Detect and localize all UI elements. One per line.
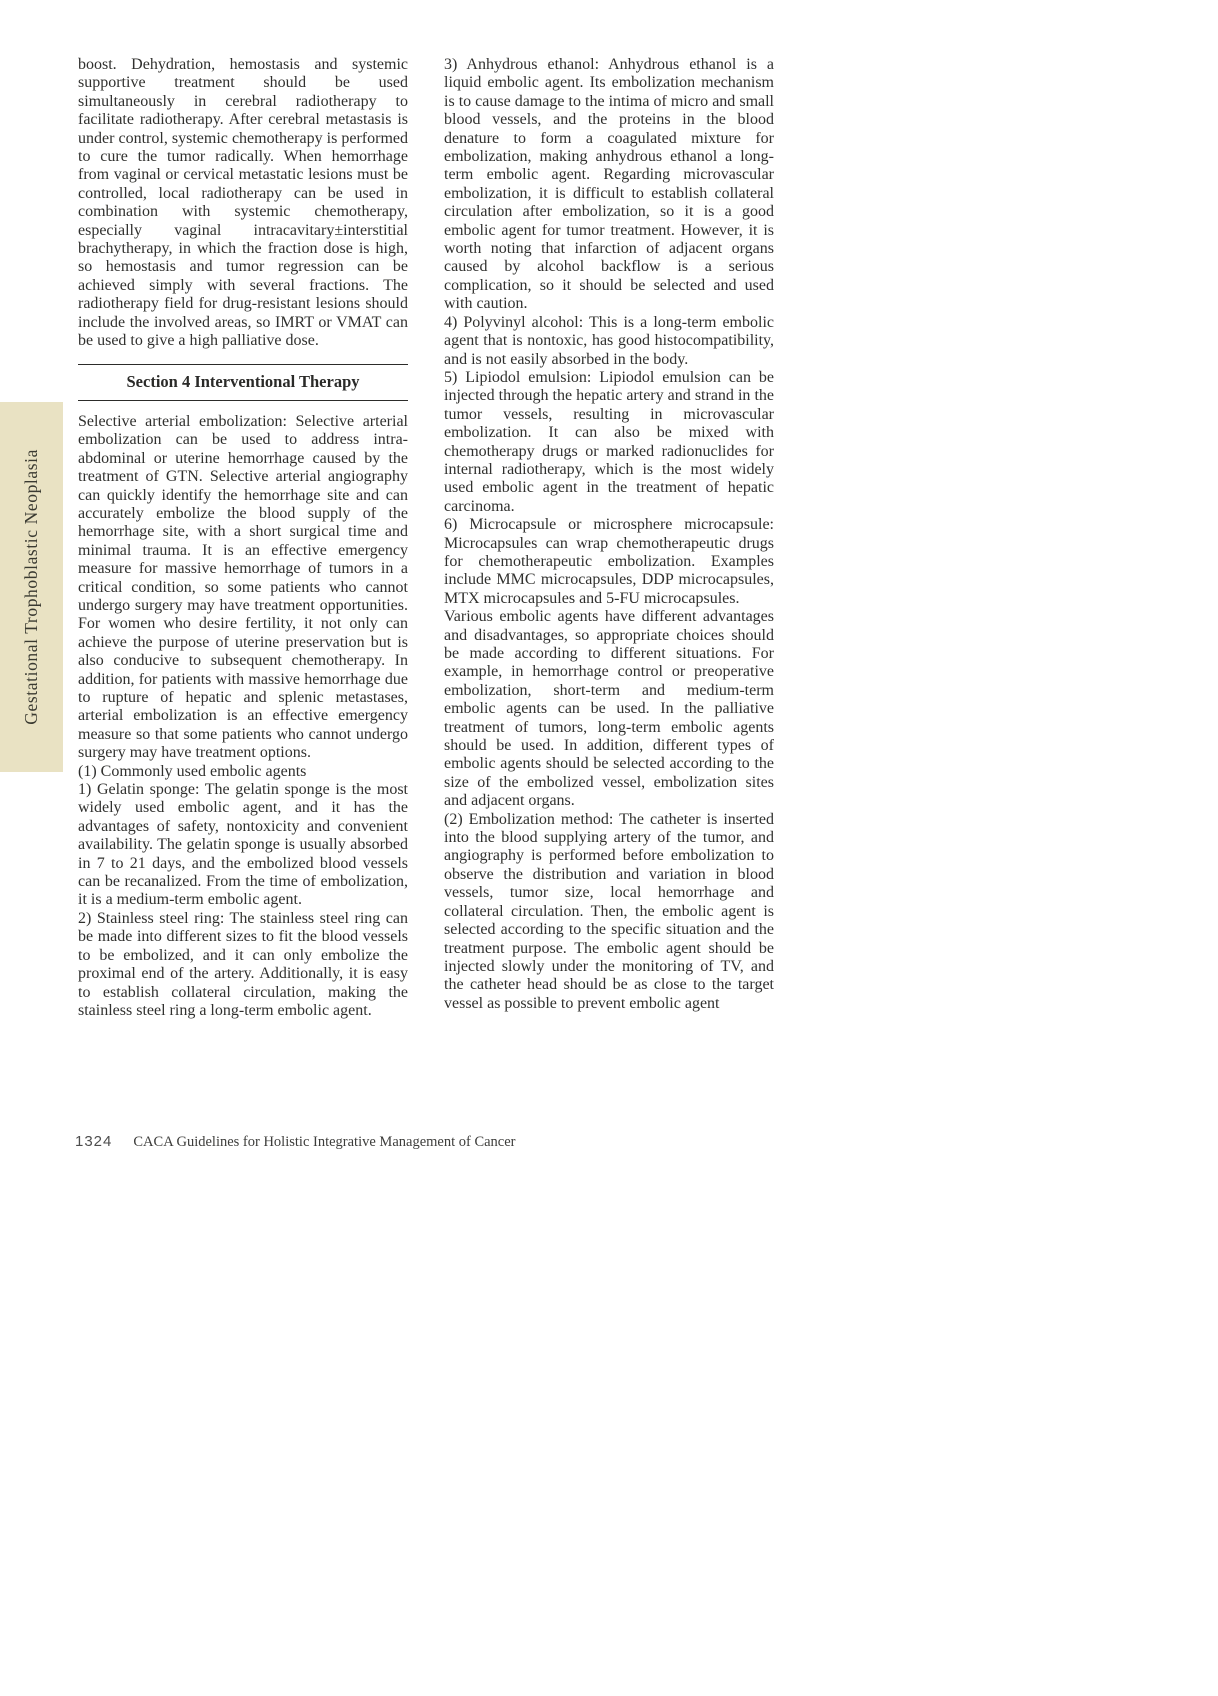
paragraph-selective-arterial-embolization: Selective arterial embolization: Selective arterial embolization can be used to address intra-abdominal or uterine hemorrhage caused by the treatment of GTN. Selective arterial angiography can quickly identify the hemorrhage site and can accurately embolize the blood supply of the hemorrhage site, with a short surgical time and minimal trauma. It is an effective emergency measure for massive hemorrhage of tumors in a critical condition, so some patients who cannot undergo surgery may have treatment opportunities. For women who desire fertility, it not only can achieve the purpose of uterine preservation but is also conducive to subsequent chemotherapy. In addition, for patients with massive hemorrhage due to rupture of hepatic and splenic metastases, arterial embolization is an effective emergency measure so that some patients who cannot undergo surgery may have treatment options.: [78, 412, 408, 762]
page-number: 1324: [75, 1133, 113, 1150]
section-heading: Section 4 Interventional Therapy: [78, 364, 408, 401]
paragraph-radiotherapy-continuation: boost. Dehydration, hemostasis and systemic supportive treatment should be used simultaneously in cerebral radiotherapy to facilitate radiotherapy. After cerebral metastasis is under control, systemic chemotherapy is performed to cure the tumor radically. When hemorrhage from vaginal or cervical metastatic lesions must be controlled, local radiotherapy can be used in combination with systemic chemotherapy, especially vaginal intracavitary±interstitial brachytherapy, in which the fraction dose is high, so hemostasis and tumor regression can be achieved simply with several fractions. The radiotherapy field for drug-resistant lesions should include the involved areas, so IMRT or VMAT can be used to give a high palliative dose.: [78, 56, 408, 350]
column-right: [444, 56, 774, 1020]
list-heading-commonly-used-embolic-agents: (1) Commonly used embolic agents: [78, 762, 307, 780]
page-footer: [75, 1133, 516, 1151]
running-title: CACA Guidelines for Holistic Integrative Management of Cancer: [133, 1134, 516, 1150]
paragraph-polyvinyl-alcohol: 4) Polyvinyl alcohol: This is a long-term embolic agent that is nontoxic, has good histocompatibility, and is not easily absorbed in the body.: [444, 313, 774, 368]
paragraph-lipiodol-emulsion: 5) Lipiodol emulsion: Lipiodol emulsion can be injected through the hepatic artery and strand in the tumor vessels, resulting in microvascular embolization. It can also be mixed with chemotherapy drugs or marked radionuclides for internal radiotherapy, which is the most widely used embolic agent in the treatment of hepatic carcinoma.: [444, 368, 774, 515]
chapter-sidebar-tab: [0, 402, 63, 772]
paragraph-anhydrous-ethanol: 3) Anhydrous ethanol: Anhydrous ethanol is a liquid embolic agent. Its embolization mechanism is to cause damage to the intima of micro and small blood vessels, and the proteins in the blood denature to form a coagulated mixture for embolization, making anhydrous ethanol a long-term embolic agent. Regarding microvascular embolization, it is difficult to establish collateral circulation after embolization, so it is a good embolic agent for tumor treatment. However, it is worth noting that infarction of adjacent organs caused by alcohol backflow is a serious complication, so it should be selected and used with caution.: [444, 56, 774, 313]
paragraph-gelatin-sponge: 1) Gelatin sponge: The gelatin sponge is the most widely used embolic agent, and it has the advantages of safety, nontoxicity and convenient availability. The gelatin sponge is usually absorbed in 7 to 21 days, and the embolized blood vessels can be recanalized. From the time of embolization, it is a medium-term embolic agent.: [78, 781, 408, 909]
page-body: [78, 56, 774, 1020]
paragraph-various-embolic-agents: Various embolic agents have different advantages and disadvantages, so appropriate choices should be made according to different situations. For example, in hemorrhage control or preoperative embolization, short-term and medium-term embolic agents can be used. In the palliative treatment of tumors, long-term embolic agents should be used. In addition, different types of embolic agents should be selected according to the size of the embolized vessel, embolization sites and adjacent organs.: [444, 608, 774, 810]
paragraph-embolization-method: (2) Embolization method: The catheter is inserted into the blood supplying artery of the tumor, and angiography is performed before embolization to observe the distribution and variation in blood vessels, tumor size, local hemorrhage and collateral circulation. Then, the embolic agent is selected according to the specific situation and the treatment purpose. The embolic agent should be injected slowly under the monitoring of TV, and the catheter head should be as close to the target vessel as possible to prevent embolic agent: [444, 810, 774, 1012]
paragraph-stainless-steel-ring: 2) Stainless steel ring: The stainless steel ring can be made into different sizes to fit the blood vessels to be embolized, and it can only embolize the proximal end of the artery. Additionally, it is easy to establish collateral circulation, making the stainless steel ring a long-term embolic agent.: [78, 909, 408, 1019]
chapter-title-vertical: Gestational Trophoblastic Neoplasia: [21, 449, 41, 725]
paragraph-microcapsule: 6) Microcapsule or microsphere microcapsule: Microcapsules can wrap chemotherapeutic drugs for chemotherapeutic embolization. Examples include MMC microcapsules, DDP microcapsules, MTX microcapsules and 5-FU microcapsules.: [444, 516, 774, 607]
column-left: [78, 56, 408, 1020]
